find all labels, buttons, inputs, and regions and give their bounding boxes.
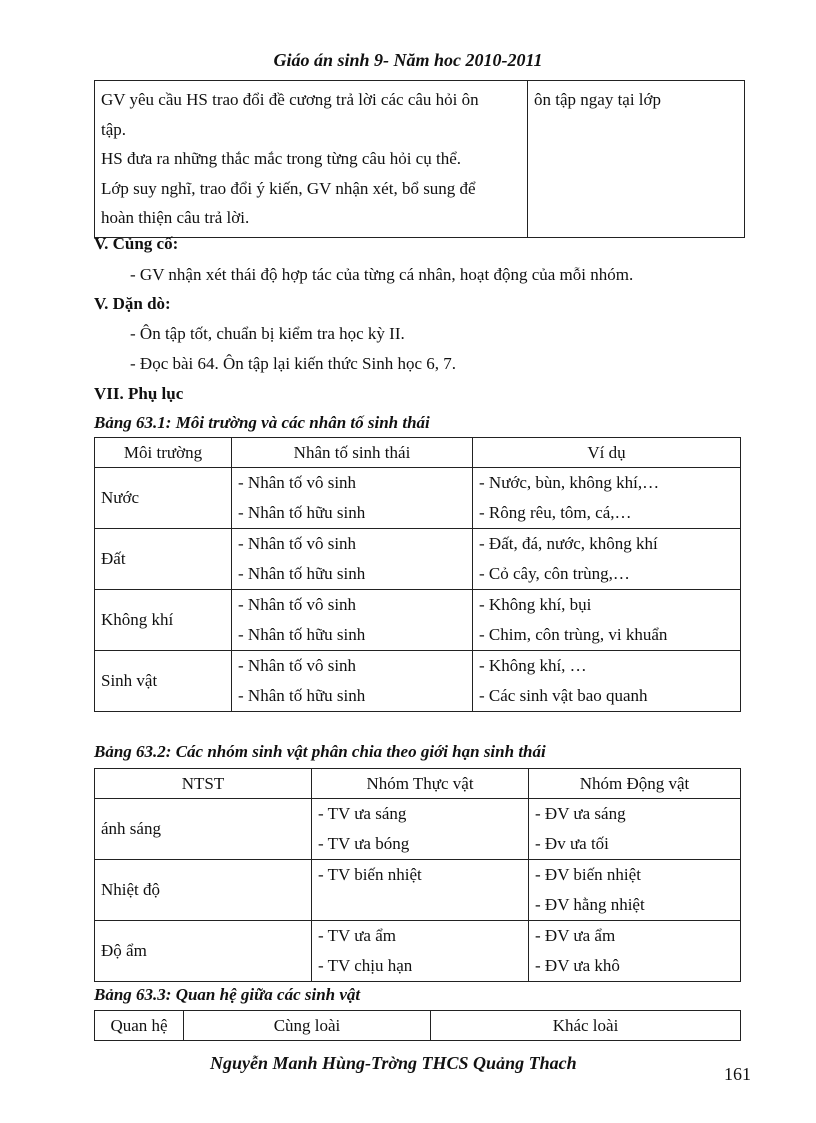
section-title-cung-co: V. Củng cố: <box>94 234 179 253</box>
plants-cell: - TV ưa sáng - TV ưa bóng <box>312 799 529 860</box>
table-row <box>95 468 741 529</box>
activity-line: GV yêu cầu HS trao đổi đề cương trả lời các câu hỏi ôn <box>101 90 479 109</box>
factor-cell: Độ ẩm <box>95 921 312 982</box>
table3-header: Khác loài <box>431 1011 741 1041</box>
cung-co-item: - GV nhận xét thái độ hợp tác của từng cá nhân, hoạt động của mỗi nhóm. <box>130 265 634 284</box>
table-row <box>95 590 741 651</box>
page-footer: Nguyễn Manh Hùng-Trờng THCS Quảng Thach <box>210 1053 577 1073</box>
activity-line: Lớp suy nghĩ, trao đổi ý kiến, GV nhận xét, bổ sung để <box>101 178 476 198</box>
activity-line: HS đưa ra những thắc mắc trong từng câu hỏi cụ thể. <box>101 149 461 168</box>
env-cell: Không khí <box>95 590 232 651</box>
dan-do-item: - Đọc bài 64. Ôn tập lại kiến thức Sinh học 6, 7. <box>130 354 457 373</box>
table1-header: Môi trường <box>95 438 232 468</box>
page-number: 161 <box>724 1064 751 1084</box>
table1-header: Ví dụ <box>473 438 741 468</box>
table3-header: Cùng loài <box>184 1011 431 1041</box>
factors-cell: - Nhân tố vô sinh - Nhân tố hữu sinh <box>232 468 473 529</box>
activity-table <box>94 80 745 238</box>
table3-caption: Bảng 63.3: Quan hệ giữa các sinh vật <box>94 985 361 1004</box>
examples-cell: - Không khí, … - Các sinh vật bao quanh <box>473 651 741 712</box>
section-title-dan-do: V. Dặn dò: <box>94 294 171 313</box>
animals-cell: - ĐV ưa sáng - Đv ưa tối <box>529 799 741 860</box>
table2-header: NTST <box>95 769 312 799</box>
factor-cell: ánh sáng <box>95 799 312 860</box>
animals-cell: - ĐV biến nhiệt - ĐV hằng nhiệt <box>529 860 741 921</box>
table1-caption: Bảng 63.1: Môi trường và các nhân tố sinh thái <box>94 413 430 432</box>
table2-caption: Bảng 63.2: Các nhóm sinh vật phân chia theo giới hạn sinh thái <box>94 742 546 761</box>
factors-cell: - Nhân tố vô sinh - Nhân tố hữu sinh <box>232 590 473 651</box>
table-relationships <box>94 1010 741 1041</box>
env-cell: Đất <box>95 529 232 590</box>
activity-right-cell: ôn tập ngay tại lớp <box>528 81 745 238</box>
table1-header: Nhân tố sinh thái <box>232 438 473 468</box>
table-row <box>95 860 741 921</box>
plants-cell: - TV biến nhiệt <box>312 860 529 921</box>
table2-header: Nhóm Thực vật <box>312 769 529 799</box>
env-cell: Nước <box>95 468 232 529</box>
animals-cell: - ĐV ưa ẩm - ĐV ưa khô <box>529 921 741 982</box>
table-row <box>95 529 741 590</box>
activity-line: hoàn thiện câu trả lời. <box>101 208 250 227</box>
table-row <box>95 921 741 982</box>
activity-left-cell <box>95 81 528 238</box>
factor-cell: Nhiệt độ <box>95 860 312 921</box>
env-cell: Sinh vật <box>95 651 232 712</box>
table-row <box>95 799 741 860</box>
plants-cell: - TV ưa ẩm - TV chịu hạn <box>312 921 529 982</box>
table2-header: Nhóm Động vật <box>529 769 741 799</box>
examples-cell: - Không khí, bụi - Chim, côn trùng, vi khuẩn <box>473 590 741 651</box>
activity-line: tập. <box>101 119 127 139</box>
dan-do-item: - Ôn tập tốt, chuẩn bị kiểm tra học kỳ II. <box>130 324 405 343</box>
table3-header: Quan hệ <box>95 1011 184 1041</box>
table-environment-factors <box>94 437 741 712</box>
examples-cell: - Nước, bùn, không khí,… - Rông rêu, tôm, cá,… <box>473 468 741 529</box>
examples-cell: - Đất, đá, nước, không khí - Cỏ cây, côn trùng,… <box>473 529 741 590</box>
page-header: Giáo án sinh 9- Năm hoc 2010-2011 <box>273 50 543 70</box>
factors-cell: - Nhân tố vô sinh - Nhân tố hữu sinh <box>232 651 473 712</box>
table-row <box>95 651 741 712</box>
section-title-phu-luc: VII. Phụ lục <box>94 384 184 403</box>
table-ecological-groups <box>94 768 741 982</box>
factors-cell: - Nhân tố vô sinh - Nhân tố hữu sinh <box>232 529 473 590</box>
